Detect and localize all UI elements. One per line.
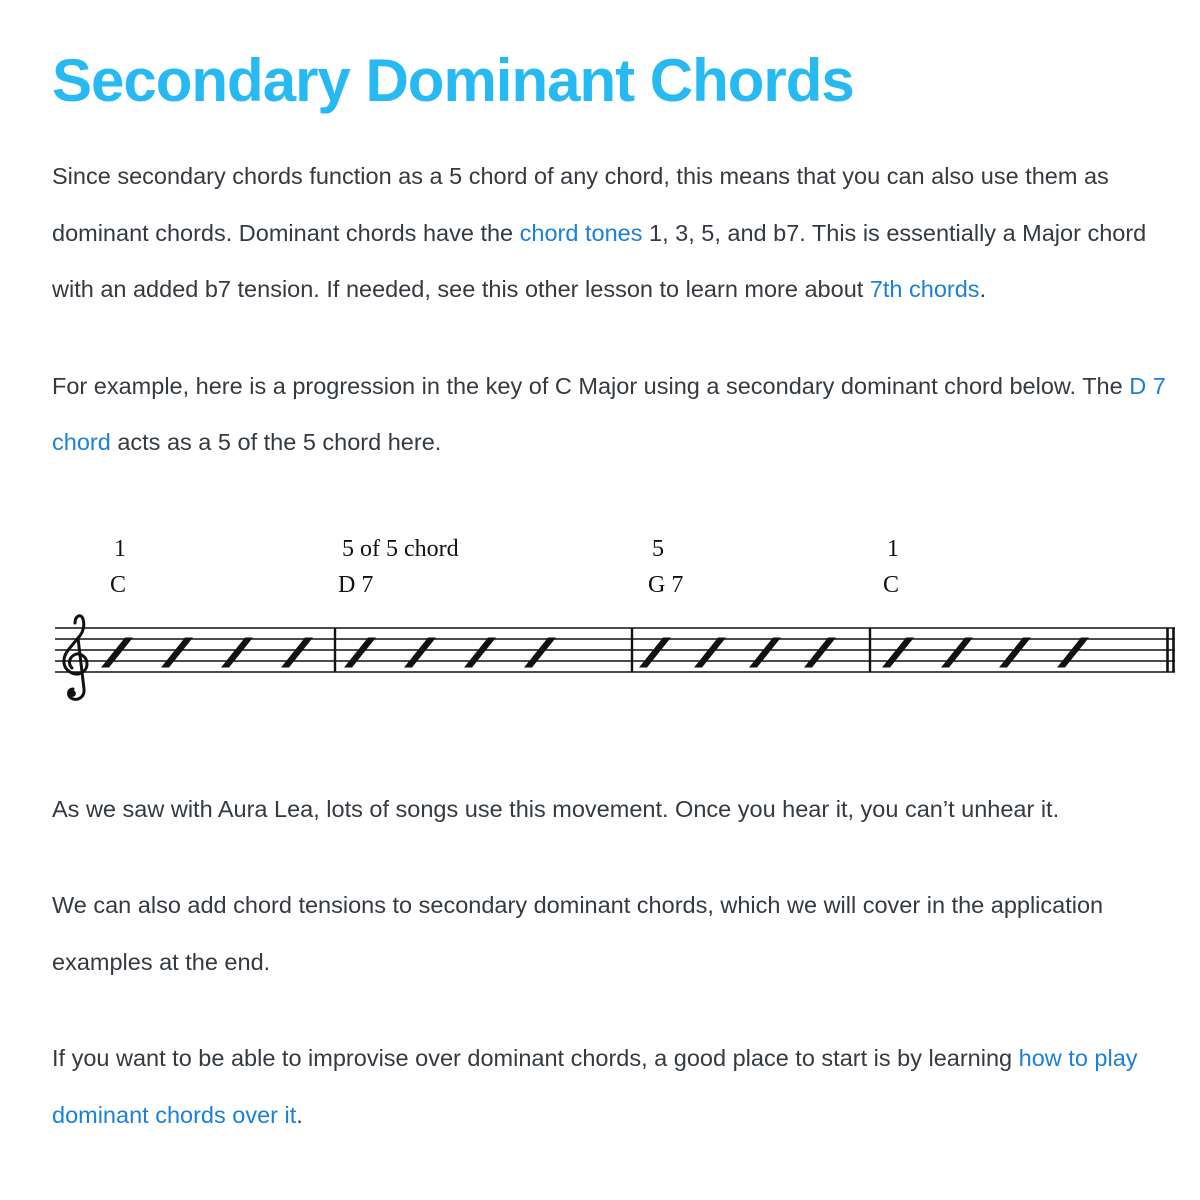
rhythm-slash	[161, 637, 193, 667]
paragraph-improvise	[52, 1030, 1170, 1143]
rhythm-slash	[749, 637, 781, 667]
rhythm-slash	[464, 637, 496, 667]
measure-chord-label: D 7	[338, 571, 374, 598]
measure-numeral-label: 1	[114, 535, 126, 562]
staff-notation	[55, 607, 1181, 719]
rhythm-slash	[882, 637, 914, 667]
rhythm-slash	[344, 637, 376, 667]
measure-numeral-label: 5 of 5 chord	[342, 535, 459, 562]
measure-chord-label: C	[110, 571, 127, 598]
paragraph-aura-lea	[52, 781, 1170, 838]
measure-numeral-label: 5	[652, 535, 664, 562]
paragraph-tensions	[52, 877, 1170, 990]
rhythm-slash	[941, 637, 973, 667]
treble-clef-dot	[69, 690, 76, 697]
rhythm-slash	[281, 637, 313, 667]
paragraph-example	[52, 358, 1170, 471]
chord-tones-link[interactable]: chord tones	[519, 219, 643, 246]
improvise-lesson-link[interactable]: how to play dominant chords over it	[52, 1045, 1138, 1128]
example-text-1: For example, here is a progression in the key of C Major using a secondary dominant chord below. The	[52, 372, 1130, 399]
rhythm-slash	[999, 637, 1031, 667]
rhythm-slash	[524, 637, 556, 667]
measure-chord-label: G 7	[648, 571, 684, 598]
improvise-text-1: If you want to be able to improvise over dominant chords, a good place to start is by learning	[52, 1045, 1019, 1071]
rhythm-slash	[1057, 637, 1089, 667]
intro-text-2: 1, 3, 5, and b7. This is essentially a Major chord with an added b7 tension. If needed, see this other lesson to learn more about	[52, 219, 1147, 302]
measure-chord-label: C	[883, 571, 900, 598]
d7-chord-link[interactable]: D 7 chord	[52, 372, 1166, 455]
seventh-chords-link[interactable]: 7th chords	[869, 276, 980, 302]
rhythm-slash	[694, 637, 726, 667]
rhythm-slash	[221, 637, 253, 667]
improvise-text-2: .	[296, 1101, 303, 1128]
rhythm-slash	[404, 637, 436, 667]
rhythm-slash	[639, 637, 671, 667]
treble-clef-icon	[64, 615, 87, 673]
rhythm-slash	[101, 637, 133, 667]
rhythm-slash	[804, 637, 836, 667]
paragraph-intro	[52, 148, 1170, 318]
page-title: Secondary Dominant Chords	[52, 47, 854, 114]
aura-lea-text: As we saw with Aura Lea, lots of songs use this movement. Once you hear it, you can’t unhear it.	[52, 795, 1060, 822]
chord-progression-notation	[52, 511, 1178, 719]
tensions-text: We can also add chord tensions to secondary dominant chords, which we will cover in the application examples at the end.	[52, 892, 1104, 975]
measure-numeral-label: 1	[887, 535, 899, 562]
intro-text-3: .	[979, 276, 987, 302]
example-text-2: acts as a 5 of the 5 chord here.	[110, 429, 442, 455]
intro-text-1: Since secondary chords function as a 5 chord of any chord, this means that you can also use them as dominant chords. Dominant chords have the	[52, 163, 1109, 246]
